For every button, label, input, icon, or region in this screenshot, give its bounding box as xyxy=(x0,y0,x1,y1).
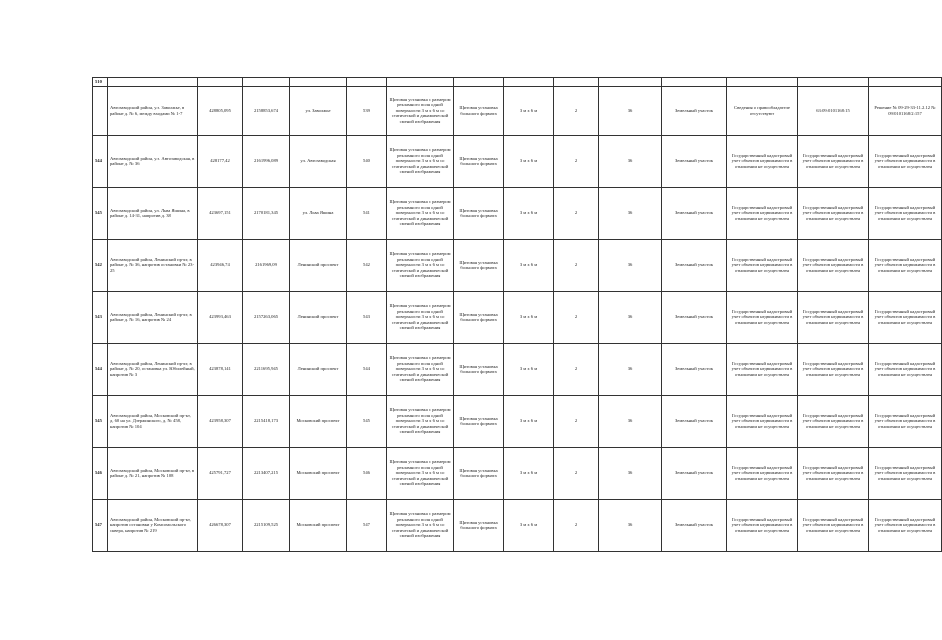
empty-cell xyxy=(108,78,198,87)
coord-x-cell: 426678,307 xyxy=(198,499,243,551)
street-cell: Московский проспект xyxy=(290,395,347,447)
row-number: 544 xyxy=(93,135,108,187)
cadastral-cell: Государственный кадастровый учет объектов недвижимости в отношении не осуществлен xyxy=(798,447,869,499)
advertising-sites-table xyxy=(92,77,942,552)
coord-y-cell: 2211695,945 xyxy=(243,343,290,395)
cadastral-cell: Государственный кадастровый учет объектов недвижимости в отношении не осуществлен xyxy=(798,343,869,395)
coord-x-cell: 423878,141 xyxy=(198,343,243,395)
coord-y-cell: 2213407,215 xyxy=(243,447,290,499)
owner-cell: Государственный кадастровый учет объектов недвижимости в отношении не осуществлен xyxy=(727,447,798,499)
street-cell: ул. Автозаводская xyxy=(290,135,347,187)
address-cell: Автозаводский район, Московский пр-кт, д. 60 на ул. Дзержинского, д. № 458, напротив № 104 xyxy=(108,395,198,447)
land-cell: Земельный участок xyxy=(662,291,727,343)
type-cell: Щитовая установка большого формата xyxy=(454,187,504,239)
owner-cell: Сведения о правообладателе отсутствуют xyxy=(727,86,798,135)
coord-x-cell: 423946,74 xyxy=(198,239,243,291)
address-cell: Автозаводский район, у.з. Автозаводская, в районе д. № 36 xyxy=(108,135,198,187)
empty-cell xyxy=(727,78,798,87)
site-number-cell: 541 xyxy=(347,187,387,239)
address-cell: Автозаводский район, Московский пр-кт, напротив остановки у Комсомольского сквера, напротив № 219 xyxy=(108,499,198,551)
area-cell: 36 xyxy=(599,447,662,499)
coord-x-cell: 423958,307 xyxy=(198,395,243,447)
owner-cell: Государственный кадастровый учет объектов недвижимости в отношении не осуществлен xyxy=(727,395,798,447)
type-cell: Щитовая установка большого формата xyxy=(454,499,504,551)
site-number-cell: 540 xyxy=(347,135,387,187)
type-cell: Щитовая установка большого формата xyxy=(454,291,504,343)
coord-y-cell: 2158853,674 xyxy=(243,86,290,135)
coord-x-cell: 423993,463 xyxy=(198,291,243,343)
table-row xyxy=(93,499,942,551)
street-cell: Московский проспект xyxy=(290,447,347,499)
quantity-cell: 2 xyxy=(554,291,599,343)
site-number-cell: 545 xyxy=(347,395,387,447)
registration-cell: Государственный кадастровый учет объектов недвижимости в отношении не осуществлен xyxy=(869,395,942,447)
street-cell: Ленинский проспект xyxy=(290,239,347,291)
row-number: 542 xyxy=(93,239,108,291)
type-cell: Щитовая установка большого формата xyxy=(454,343,504,395)
registration-cell: Государственный кадастровый учет объектов недвижимости в отношении не осуществлен xyxy=(869,499,942,551)
size-cell: 3 м х 6 м xyxy=(504,86,554,135)
empty-cell xyxy=(599,78,662,87)
address-cell: Автозаводский район, Ленинский пр-кт, в районе д. № 36, напротив остановки № 23-25 xyxy=(108,239,198,291)
description-cell: Щитовая установка с размером рекламного поля одной поверхности 3 м х 6 м со статической и динамической сменой изображения xyxy=(387,291,454,343)
address-cell: Автозаводский район, Ленинский пр-кт, в районе д. № 20, остановка ул. Юбилейный, напротив № 3 xyxy=(108,343,198,395)
empty-cell xyxy=(198,78,243,87)
site-number-cell: 542 xyxy=(347,239,387,291)
row-number: 510 xyxy=(93,78,108,87)
quantity-cell: 2 xyxy=(554,447,599,499)
street-cell: ул. Льва Яшина xyxy=(290,187,347,239)
empty-cell xyxy=(347,78,387,87)
row-number: 545 xyxy=(93,395,108,447)
cadastral-cell: Государственный кадастровый учет объектов недвижимости в отношении не осуществлен xyxy=(798,395,869,447)
description-cell: Щитовая установка с размером рекламного поля одной поверхности 3 м х 6 м со статической и динамической сменой изображения xyxy=(387,86,454,135)
empty-cell xyxy=(554,78,599,87)
empty-cell xyxy=(662,78,727,87)
area-cell: 36 xyxy=(599,187,662,239)
empty-cell xyxy=(504,78,554,87)
row-number: 544 xyxy=(93,343,108,395)
address-cell: Автозаводский район, у.з. Заволжье, в районе д. № 6, между входами № 1-7 xyxy=(108,86,198,135)
owner-cell: Государственный кадастровый учет объектов недвижимости в отношении не осуществлен xyxy=(727,499,798,551)
coord-y-cell: 2157263,065 xyxy=(243,291,290,343)
site-number-cell: 544 xyxy=(347,343,387,395)
type-cell: Щитовая установка большого формата xyxy=(454,447,504,499)
size-cell: 3 м х 6 м xyxy=(504,499,554,551)
area-cell: 36 xyxy=(599,395,662,447)
quantity-cell: 2 xyxy=(554,343,599,395)
size-cell: 3 м х 6 м xyxy=(504,239,554,291)
size-cell: 3 м х 6 м xyxy=(504,395,554,447)
land-cell: Земельный участок xyxy=(662,499,727,551)
quantity-cell: 2 xyxy=(554,187,599,239)
quantity-cell: 2 xyxy=(554,135,599,187)
type-cell: Щитовая установка большого формата xyxy=(454,135,504,187)
table-row xyxy=(93,78,942,87)
document-page xyxy=(92,77,936,552)
empty-cell xyxy=(798,78,869,87)
row-number: 543 xyxy=(93,291,108,343)
cadastral-cell: Государственный кадастровый учет объектов недвижимости в отношении не осуществлен xyxy=(798,291,869,343)
address-cell: Автозаводский район, Ленинский пр-кт, в районе д. № 16, напротив № 24 xyxy=(108,291,198,343)
land-cell: Земельный участок xyxy=(662,395,727,447)
cadastral-cell: Государственный кадастровый учет объектов недвижимости в отношении не осуществлен xyxy=(798,499,869,551)
row-number: 546 xyxy=(93,447,108,499)
coord-y-cell: 2161969,09 xyxy=(243,239,290,291)
empty-cell xyxy=(290,78,347,87)
coord-y-cell: 2215418,173 xyxy=(243,395,290,447)
street-cell: Ленинский проспект xyxy=(290,343,347,395)
size-cell: 3 м х 6 м xyxy=(504,291,554,343)
site-number-cell: 546 xyxy=(347,447,387,499)
coord-x-cell: 428805,095 xyxy=(198,86,243,135)
site-number-cell: 543 xyxy=(347,291,387,343)
table-row xyxy=(93,135,942,187)
land-cell: Земельный участок xyxy=(662,239,727,291)
row-number xyxy=(93,86,108,135)
cadastral-cell: 63:09:0101168:15 xyxy=(798,86,869,135)
registration-cell: Государственный кадастровый учет объектов недвижимости в отношении не осуществлен xyxy=(869,447,942,499)
empty-cell xyxy=(454,78,504,87)
street-cell: ул. Заволжье xyxy=(290,86,347,135)
registration-cell: Государственный кадастровый учет объектов недвижимости в отношении не осуществлен xyxy=(869,187,942,239)
cadastral-cell: Государственный кадастровый учет объектов недвижимости в отношении не осуществлен xyxy=(798,135,869,187)
registration-cell: Государственный кадастровый учет объектов недвижимости в отношении не осуществлен xyxy=(869,343,942,395)
area-cell: 36 xyxy=(599,291,662,343)
type-cell: Щитовая установка большого формата xyxy=(454,239,504,291)
size-cell: 3 м х 6 м xyxy=(504,187,554,239)
size-cell: 3 м х 6 м xyxy=(504,135,554,187)
description-cell: Щитовая установка с размером рекламного поля одной поверхности 3 м х 6 м со статической и динамической сменой изображения xyxy=(387,395,454,447)
table-row xyxy=(93,187,942,239)
street-cell: Ленинский проспект xyxy=(290,291,347,343)
description-cell: Щитовая установка с размером рекламного поля одной поверхности 3 м х 6 м со статической и динамической сменой изображения xyxy=(387,447,454,499)
quantity-cell: 2 xyxy=(554,86,599,135)
quantity-cell: 2 xyxy=(554,499,599,551)
description-cell: Щитовая установка с размером рекламного поля одной поверхности 3 м х 6 м со статической и динамической сменой изображения xyxy=(387,499,454,551)
type-cell: Щитовая установка большого формата xyxy=(454,395,504,447)
description-cell: Щитовая установка с размером рекламного поля одной поверхности 3 м х 6 м со статической и динамической сменой изображения xyxy=(387,343,454,395)
description-cell: Щитовая установка с размером рекламного поля одной поверхности 3 м х 6 м со статической и динамической сменой изображения xyxy=(387,135,454,187)
coord-y-cell: 2215109,525 xyxy=(243,499,290,551)
area-cell: 36 xyxy=(599,86,662,135)
land-cell: Земельный участок xyxy=(662,343,727,395)
registration-cell: Государственный кадастровый учет объектов недвижимости в отношении не осуществлен xyxy=(869,291,942,343)
table-row xyxy=(93,343,942,395)
street-cell: Московский проспект xyxy=(290,499,347,551)
coord-x-cell: 423697,151 xyxy=(198,187,243,239)
owner-cell: Государственный кадастровый учет объектов недвижимости в отношении не осуществлен xyxy=(727,291,798,343)
land-cell: Земельный участок xyxy=(662,187,727,239)
area-cell: 36 xyxy=(599,343,662,395)
empty-cell xyxy=(869,78,942,87)
description-cell: Щитовая установка с размером рекламного поля одной поверхности 3 м х 6 м со статической и динамической сменой изображения xyxy=(387,239,454,291)
row-number: 545 xyxy=(93,187,108,239)
size-cell: 3 м х 6 м xyxy=(504,447,554,499)
quantity-cell: 2 xyxy=(554,395,599,447)
address-cell: Автозаводский район, Московский пр-кт, в районе д. № 21, напротив № 108 xyxy=(108,447,198,499)
coord-x-cell: 425791,727 xyxy=(198,447,243,499)
quantity-cell: 2 xyxy=(554,239,599,291)
land-cell: Земельный участок xyxy=(662,86,727,135)
site-number-cell: 539 xyxy=(347,86,387,135)
size-cell: 3 м х 6 м xyxy=(504,343,554,395)
registration-cell: Государственный кадастровый учет объектов недвижимости в отношении не осуществлен xyxy=(869,239,942,291)
row-number: 547 xyxy=(93,499,108,551)
table-row xyxy=(93,239,942,291)
land-cell: Земельный участок xyxy=(662,447,727,499)
coord-y-cell: 2161996,089 xyxy=(243,135,290,187)
coord-x-cell: 428177,42 xyxy=(198,135,243,187)
area-cell: 36 xyxy=(599,239,662,291)
land-cell: Земельный участок xyxy=(662,135,727,187)
empty-cell xyxy=(387,78,454,87)
table-row xyxy=(93,395,942,447)
registration-cell: Решение № 09-29-33-11.2.12 № 09/0101168/2:157 xyxy=(869,86,942,135)
owner-cell: Государственный кадастровый учет объектов недвижимости в отношении не осуществлен xyxy=(727,239,798,291)
owner-cell: Государственный кадастровый учет объектов недвижимости в отношении не осуществлен xyxy=(727,187,798,239)
table-row xyxy=(93,447,942,499)
coord-y-cell: 2170181,345 xyxy=(243,187,290,239)
cadastral-cell: Государственный кадастровый учет объектов недвижимости в отношении не осуществлен xyxy=(798,187,869,239)
empty-cell xyxy=(243,78,290,87)
type-cell: Щитовая установка большого формата xyxy=(454,86,504,135)
address-cell: Автозаводский район, ул. Льва Яшина, в районе д. 14-31, напротив д. 38 xyxy=(108,187,198,239)
site-number-cell: 547 xyxy=(347,499,387,551)
table-row xyxy=(93,291,942,343)
cadastral-cell: Государственный кадастровый учет объектов недвижимости в отношении не осуществлен xyxy=(798,239,869,291)
area-cell: 36 xyxy=(599,499,662,551)
owner-cell: Государственный кадастровый учет объектов недвижимости в отношении не осуществлен xyxy=(727,135,798,187)
owner-cell: Государственный кадастровый учет объектов недвижимости в отношении не осуществлен xyxy=(727,343,798,395)
registration-cell: Государственный кадастровый учет объектов недвижимости в отношении не осуществлен xyxy=(869,135,942,187)
area-cell: 36 xyxy=(599,135,662,187)
table-row xyxy=(93,86,942,135)
description-cell: Щитовая установка с размером рекламного поля одной поверхности 3 м х 6 м со статической и динамической сменой изображения xyxy=(387,187,454,239)
